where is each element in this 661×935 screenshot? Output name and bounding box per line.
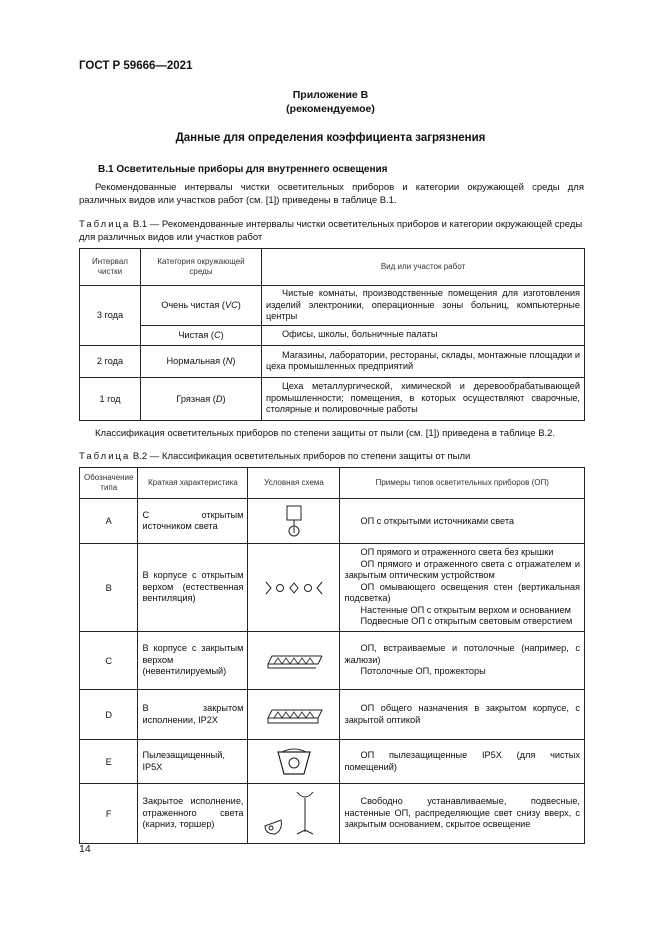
type-code-cell: C bbox=[80, 632, 138, 690]
examples-cell bbox=[340, 632, 585, 690]
interval-cell: 2 года bbox=[80, 345, 141, 377]
table-row bbox=[80, 325, 585, 345]
example-line: Настенные ОП с открытым верхом и основанием bbox=[360, 604, 571, 615]
appendix-heading: Данные для определения коэффициента загрязнения bbox=[175, 132, 486, 144]
table-row bbox=[80, 345, 585, 377]
category-cell bbox=[141, 345, 262, 377]
work-cell: Офисы, школы, больничные палаты bbox=[262, 325, 585, 345]
section-title: В.1 Осветительные приборы для внутреннего освещения bbox=[98, 164, 388, 175]
schema-cell bbox=[248, 740, 340, 784]
table1-caption bbox=[79, 218, 589, 244]
description-cell: С открытым источником света bbox=[138, 499, 248, 544]
work-cell: Магазины, лаборатории, рестораны, склады, монтажные площадки и цеха промышленных предприятий bbox=[262, 345, 585, 377]
category-close: ) bbox=[237, 300, 241, 311]
dust-protection-table bbox=[79, 467, 585, 844]
category-close: ) bbox=[232, 356, 236, 366]
document-id: ГОСТ Р 59666—2021 bbox=[79, 60, 193, 72]
category-cell bbox=[141, 325, 262, 345]
work-cell: Чистые комнаты, производственные помещения для изготовления изделий электроники, операционные зоны больниц, компьютерные центры bbox=[262, 286, 585, 326]
table1-caption-label: Таблица bbox=[79, 219, 131, 230]
category-code: N bbox=[225, 356, 233, 366]
appendix-title: Приложение В bbox=[292, 89, 369, 101]
dustproof-lamp-icon bbox=[272, 744, 316, 780]
header-schema: Условная схема bbox=[248, 468, 340, 499]
header-description: Краткая характеристика bbox=[138, 468, 248, 499]
schema-cell bbox=[248, 690, 340, 740]
table-row bbox=[80, 499, 585, 544]
section-paragraph: Рекомендованные интервалы чистки осветительных приборов и категории окружающей среды для различных видов или участков работ (см. [1]) приведены в таблице В.1. bbox=[79, 182, 584, 206]
enclosed-housing-icon bbox=[262, 700, 326, 730]
open-top-housing-icon bbox=[264, 578, 324, 598]
header-work: Вид или участок работ bbox=[262, 249, 585, 286]
description-cell: Пылезащищенный, IP5X bbox=[138, 740, 248, 784]
description-cell: Закрытое исполнение, отраженного света (карниз, торшер) bbox=[138, 784, 248, 844]
table-row bbox=[80, 784, 585, 844]
type-code-cell: A bbox=[80, 499, 138, 544]
table-row bbox=[80, 286, 585, 326]
category-text: Очень чистая ( bbox=[161, 300, 225, 311]
interval-cell: 3 года bbox=[80, 286, 141, 346]
interval-cell: 1 год bbox=[80, 377, 141, 420]
table2-caption bbox=[79, 450, 589, 463]
category-close: ) bbox=[222, 393, 226, 404]
category-code: D bbox=[215, 393, 223, 404]
example-line: ОП пылезащищенные IP5X (для чистых помещений) bbox=[344, 750, 580, 772]
examples-cell bbox=[340, 740, 585, 784]
table-header-row bbox=[80, 468, 585, 499]
example-line: ОП омывающего освещения стен (вертикальная подсветка) bbox=[344, 581, 580, 604]
schema-cell bbox=[248, 784, 340, 844]
type-code-cell: E bbox=[80, 740, 138, 784]
table-row bbox=[80, 544, 585, 632]
example-line: Свободно устанавливаемые, подвесные, настенные ОП, распределяющие свет снизу вверх, с закрытым основанием, скрытое освещение bbox=[344, 796, 580, 830]
description-cell: В корпусе с открытым верхом (естественная вентиляция) bbox=[138, 544, 248, 632]
examples-cell bbox=[340, 544, 585, 632]
open-lamp-icon bbox=[279, 503, 309, 539]
category-text: Чистая ( bbox=[178, 330, 214, 340]
table2-caption-text: В.2 — Классификация осветительных приборов по степени защиты от пыли bbox=[132, 451, 471, 462]
category-cell bbox=[141, 286, 262, 326]
cleaning-intervals-table bbox=[79, 248, 585, 421]
example-line: Подвесные ОП с открытым световым отверстием bbox=[360, 616, 573, 627]
category-cell bbox=[141, 377, 262, 420]
appendix-subtitle: (рекомендуемое) bbox=[286, 103, 375, 115]
indirect-light-lamp-icon bbox=[259, 790, 329, 838]
example-line: ОП прямого и отраженного света с отражателем и закрытым оптическим устройством bbox=[344, 558, 580, 581]
schema-cell bbox=[248, 544, 340, 632]
schema-cell bbox=[248, 632, 340, 690]
table-row bbox=[80, 377, 585, 420]
table-row bbox=[80, 632, 585, 690]
example-line: ОП с открытыми источниками света bbox=[360, 516, 515, 526]
example-line: ОП, встраиваемые и потолочные (например, с жалюзи) bbox=[344, 643, 580, 665]
header-category: Категория окружающей среды bbox=[141, 249, 262, 286]
header-type: Обозначение типа bbox=[80, 468, 138, 499]
type-code-cell: D bbox=[80, 690, 138, 740]
paragraph-2: Классификация осветительных приборов по степени защиты от пыли (см. [1]) приведена в таблице В.2. bbox=[95, 428, 556, 439]
work-cell: Цеха металлургической, химической и деревообрабатывающей промышленности; помещения, в которых осуществляют сварочные, столярные и полировочные работы bbox=[262, 377, 585, 420]
page-number: 14 bbox=[79, 843, 91, 855]
schema-cell bbox=[248, 499, 340, 544]
table2-caption-label: Таблица bbox=[79, 451, 131, 462]
examples-cell bbox=[340, 784, 585, 844]
category-close: ) bbox=[220, 330, 224, 340]
category-code: C bbox=[213, 330, 221, 340]
description-cell: В корпусе с закрытым верхом (невентилируемый) bbox=[138, 632, 248, 690]
closed-top-housing-icon bbox=[262, 646, 326, 676]
table-row bbox=[80, 740, 585, 784]
examples-cell bbox=[340, 690, 585, 740]
header-interval: Интервал чистки bbox=[80, 249, 141, 286]
example-line: ОП прямого и отраженного света без крышки bbox=[360, 547, 554, 558]
category-text: Нормальная ( bbox=[166, 356, 226, 366]
table-header-row bbox=[80, 249, 585, 286]
examples-cell bbox=[340, 499, 585, 544]
table1-caption-text: В.1 — Рекомендованные интервалы чистки осветительных приборов и категории окружающей среды для различных видов или участков работ bbox=[79, 219, 583, 243]
category-text: Грязная ( bbox=[176, 393, 216, 404]
example-line: ОП общего назначения в закрытом корпусе, с закрытой оптикой bbox=[344, 703, 580, 725]
category-code: VC bbox=[224, 300, 238, 311]
type-code-cell: B bbox=[80, 544, 138, 632]
example-line: Потолочные ОП, прожекторы bbox=[360, 666, 486, 677]
header-examples: Примеры типов осветительных приборов (ОП) bbox=[340, 468, 585, 499]
table-row bbox=[80, 690, 585, 740]
description-cell: В закрытом исполнении, IP2X bbox=[138, 690, 248, 740]
type-code-cell: F bbox=[80, 784, 138, 844]
